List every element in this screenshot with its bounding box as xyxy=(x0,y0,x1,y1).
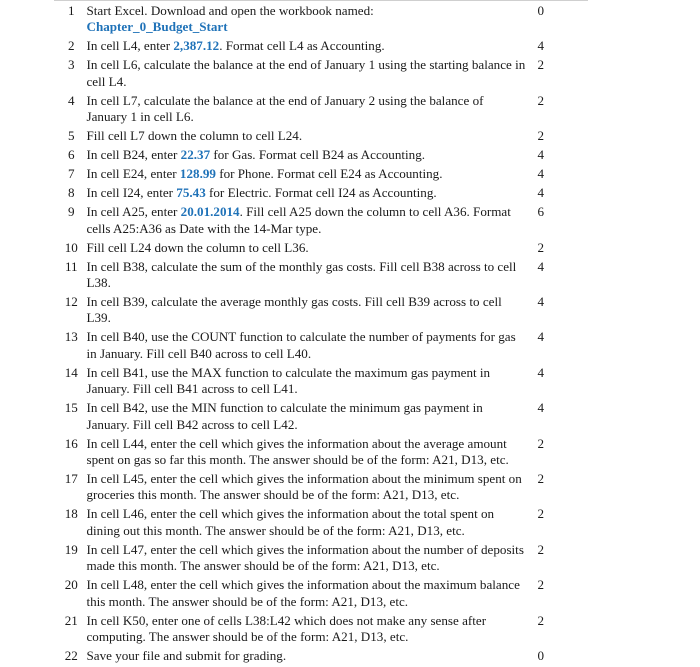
step-number: 2 xyxy=(67,38,75,54)
instruction-text: In cell L44, enter the cell which gives the information about the average amount spent on gas so far this month. The answer should be of the form: A21, D13, etc. xyxy=(86,435,509,468)
step-instruction xyxy=(86,3,525,38)
step-instruction xyxy=(86,506,525,541)
step-instruction xyxy=(86,204,525,239)
step-row xyxy=(56,185,556,204)
highlighted-value: Chapter_0_Budget_Start xyxy=(86,19,228,35)
step-points: 2 xyxy=(537,471,545,487)
instruction-text: In cell K50, enter one of cells L38:L42 which does not make any sense after computing. The answer should be of the form: A21, D13, etc. xyxy=(86,612,487,645)
step-number: 3 xyxy=(67,57,75,73)
instruction-text: In cell B24, enter xyxy=(86,147,181,163)
highlighted-value: 75.43 xyxy=(176,185,206,201)
step-instruction xyxy=(86,294,525,329)
instruction-text: In cell I24, enter xyxy=(86,185,177,201)
step-number: 20 xyxy=(64,577,78,593)
step-number: 21 xyxy=(64,612,78,628)
step-points: 2 xyxy=(537,239,545,255)
step-points: 2 xyxy=(537,128,545,144)
instruction-text: In cell E24, enter xyxy=(86,166,180,182)
step-row xyxy=(56,57,556,92)
step-number: 13 xyxy=(64,329,78,345)
highlighted-value: 22.37 xyxy=(180,147,211,163)
step-number: 18 xyxy=(64,506,78,522)
step-number: 10 xyxy=(64,239,78,255)
step-instruction xyxy=(86,436,525,471)
step-row xyxy=(56,294,556,329)
step-points: 4 xyxy=(537,166,545,182)
steps-table xyxy=(56,3,556,667)
step-number: 12 xyxy=(64,294,78,310)
instruction-text: Save your file and submit for grading. xyxy=(86,648,287,664)
step-instruction xyxy=(86,166,525,185)
step-points: 0 xyxy=(537,3,545,18)
step-instruction xyxy=(86,648,525,667)
highlighted-value: 20.01.2014 xyxy=(180,204,240,220)
step-row xyxy=(56,38,556,57)
step-number: 8 xyxy=(67,185,75,201)
step-row xyxy=(56,166,556,185)
instruction-text: for Electric. Format cell I24 as Accounting. xyxy=(205,185,437,201)
instruction-text: In cell L6, calculate the balance at the end of January 1 using the starting balance in cell L4. xyxy=(86,57,526,89)
step-instruction xyxy=(86,57,525,92)
instruction-text: In cell B42, use the MIN function to calculate the minimum gas payment in January. Fill cell B42 across to cell L42. xyxy=(86,400,483,432)
instruction-text: Start Excel. Download and open the workbook named: xyxy=(86,3,374,18)
step-row xyxy=(56,3,556,38)
instruction-text: for Gas. Format cell B24 as Accounting. xyxy=(210,147,426,163)
step-instruction xyxy=(86,365,525,400)
step-number: 9 xyxy=(67,204,75,220)
step-instruction xyxy=(86,185,525,204)
instruction-text: In cell A25, enter xyxy=(86,204,181,220)
step-number: 11 xyxy=(64,258,78,274)
step-instruction xyxy=(86,471,525,506)
step-points: 2 xyxy=(537,435,545,451)
step-number: 7 xyxy=(67,166,75,182)
instruction-text: In cell L48, enter the cell which gives the information about the maximum balance this month. The answer should be of the form: A21, D13, etc. xyxy=(86,577,520,609)
step-instruction xyxy=(86,128,525,147)
step-row xyxy=(56,204,556,239)
step-points: 6 xyxy=(537,204,545,220)
step-instruction xyxy=(86,147,525,166)
step-number: 19 xyxy=(64,541,78,557)
step-instruction xyxy=(86,259,525,294)
step-points: 4 xyxy=(537,400,545,416)
step-points: 4 xyxy=(537,294,545,310)
step-row xyxy=(56,93,556,128)
step-instruction xyxy=(86,400,525,435)
highlighted-value: 128.99 xyxy=(179,166,216,182)
top-divider xyxy=(54,0,588,1)
step-points: 2 xyxy=(537,541,545,557)
step-number: 17 xyxy=(64,471,78,487)
step-row xyxy=(56,648,556,667)
step-row xyxy=(56,329,556,364)
instruction-text: In cell B39, calculate the average monthly gas costs. Fill cell B39 across to cell L39. xyxy=(86,294,502,326)
step-row xyxy=(56,542,556,577)
step-points: 4 xyxy=(537,329,545,345)
instruction-text: In cell L47, enter the cell which gives the information about the number of deposits made this month. The answer should be of the form: A21, D13, etc. xyxy=(86,541,524,574)
step-instruction xyxy=(86,93,525,128)
step-number: 22 xyxy=(64,648,78,664)
step-instruction xyxy=(86,38,525,57)
step-row xyxy=(56,506,556,541)
instruction-text: In cell L46, enter the cell which gives the information about the total spent on dining out this month. The answer should be of the form: A21, D13, etc. xyxy=(86,506,495,538)
step-row xyxy=(56,577,556,612)
step-points: 2 xyxy=(537,92,545,108)
instruction-text: Fill cell L24 down the column to cell L36. xyxy=(86,239,309,255)
instruction-text: . Format cell L4 as Accounting. xyxy=(219,38,385,54)
step-row xyxy=(56,436,556,471)
step-row xyxy=(56,147,556,166)
step-number: 16 xyxy=(64,435,78,451)
steps-body xyxy=(56,3,556,667)
step-number: 4 xyxy=(67,92,75,108)
step-instruction xyxy=(86,542,525,577)
step-row xyxy=(56,613,556,648)
instruction-text: for Phone. Format cell E24 as Accounting. xyxy=(215,166,443,182)
highlighted-value: 2,387.12 xyxy=(173,38,220,54)
instruction-text: In cell L4, enter xyxy=(86,38,174,54)
step-points: 0 xyxy=(537,648,545,664)
step-points: 2 xyxy=(537,57,545,73)
instruction-text: . Fill cell A25 down the column to cell A36. Format cells A25:A36 as Date with the 14-Mar type. xyxy=(86,204,511,236)
step-points: 4 xyxy=(537,38,545,54)
step-row xyxy=(56,365,556,400)
step-points: 2 xyxy=(537,506,545,522)
step-number: 1 xyxy=(67,3,75,18)
step-points: 2 xyxy=(537,577,545,593)
instruction-text: In cell L7, calculate the balance at the end of January 2 using the balance of January 1 in cell L6. xyxy=(86,92,484,125)
step-row xyxy=(56,259,556,294)
instruction-text: In cell B38, calculate the sum of the monthly gas costs. Fill cell B38 across to cell L38. xyxy=(86,258,517,291)
step-number: 15 xyxy=(64,400,78,416)
step-row xyxy=(56,240,556,259)
step-number: 5 xyxy=(67,128,75,144)
step-instruction xyxy=(86,329,525,364)
step-points: 4 xyxy=(537,258,545,274)
step-row xyxy=(56,400,556,435)
instruction-text: Fill cell L7 down the column to cell L24. xyxy=(86,128,303,144)
step-instruction xyxy=(86,240,525,259)
step-points: 4 xyxy=(537,364,545,380)
step-points: 4 xyxy=(537,147,545,163)
step-row xyxy=(56,471,556,506)
step-number: 14 xyxy=(64,364,78,380)
step-row xyxy=(56,128,556,147)
step-points: 4 xyxy=(537,185,545,201)
instruction-text: In cell L45, enter the cell which gives the information about the minimum spent on groceries this month. The answer should be of the form: A21, D13, etc. xyxy=(86,471,522,503)
step-points: 2 xyxy=(537,612,545,628)
step-instruction xyxy=(86,577,525,612)
instruction-text: In cell B40, use the COUNT function to calculate the number of payments for gas in January. Fill cell B40 across to cell L40. xyxy=(86,329,516,361)
step-instruction xyxy=(86,613,525,648)
step-number: 6 xyxy=(67,147,75,163)
instruction-text: In cell B41, use the MAX function to calculate the maximum gas payment in January. Fill cell B41 across to cell L41. xyxy=(86,364,491,397)
